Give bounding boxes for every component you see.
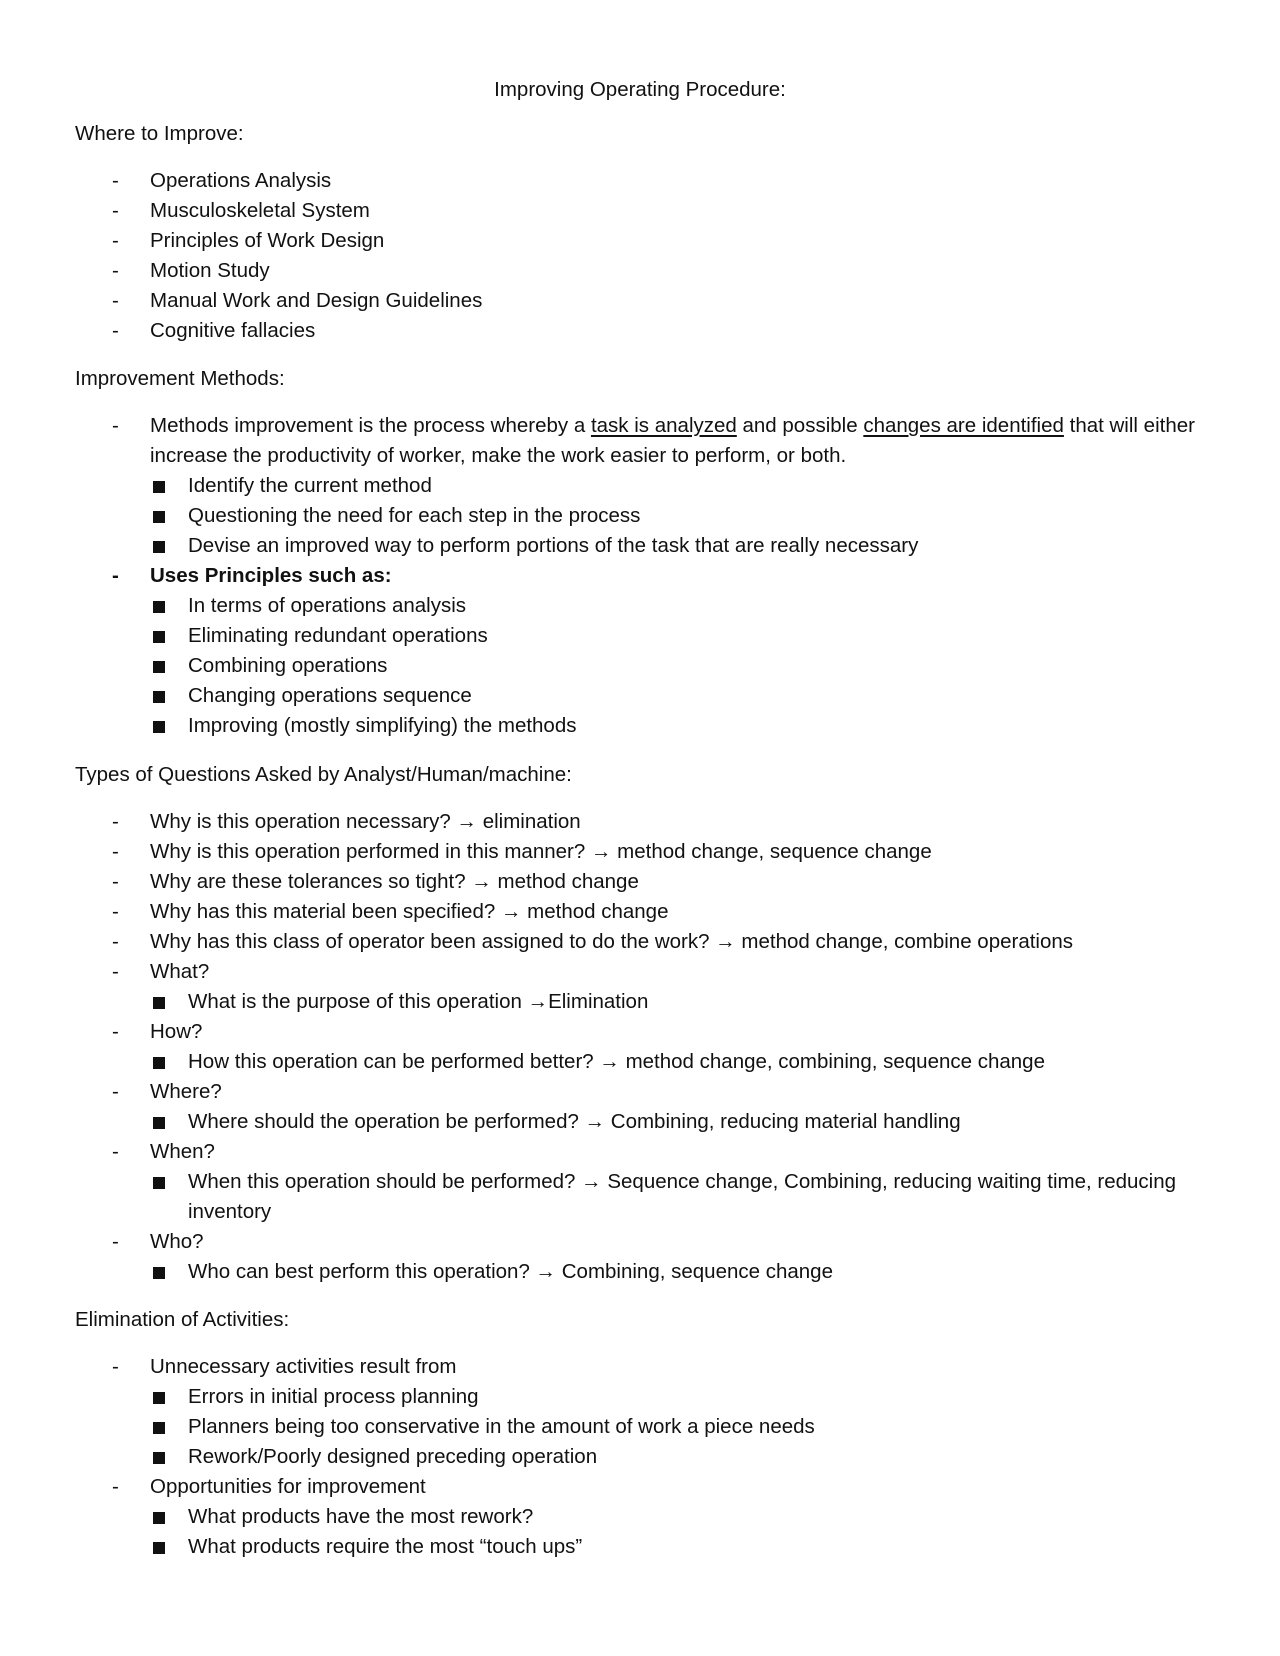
dash-bullet: -	[112, 1020, 119, 1043]
dash-bullet: -	[112, 259, 119, 282]
list-item: - Operations Analysis	[75, 166, 1205, 196]
list-item: - Where?	[75, 1077, 1205, 1107]
list-item: Where should the operation be performed? → Combining, reducing material handling	[75, 1107, 1205, 1137]
list-item: Planners being too conservative in the amount of work a piece needs	[75, 1412, 1205, 1442]
dash-bullet: -	[112, 930, 119, 953]
list-item: Improving (mostly simplifying) the methods	[75, 711, 1205, 741]
list-item: - What?	[75, 957, 1205, 987]
dash-bullet: -	[112, 169, 119, 192]
list-item: What products have the most rework?	[75, 1502, 1205, 1532]
list-item: - Cognitive fallacies	[75, 316, 1205, 346]
list-item: - Opportunities for improvement	[75, 1472, 1205, 1502]
list-item: - Why has this class of operator been assigned to do the work? → method change, combine operations	[75, 927, 1205, 957]
list-item: Eliminating redundant operations	[75, 621, 1205, 651]
section-heading: Elimination of Activities:	[75, 1308, 290, 1331]
square-bullet	[153, 1267, 165, 1279]
section-improvement-methods	[75, 364, 1205, 741]
list-item: - Unnecessary activities result from	[75, 1352, 1205, 1382]
dash-bullet: -	[112, 564, 119, 587]
dash-bullet: -	[112, 1355, 119, 1378]
dash-bullet: -	[112, 1140, 119, 1163]
list-item: - Who?	[75, 1227, 1205, 1257]
methods-intro: - Methods improvement is the process whereby a task is analyzed and possible changes are identified that will either increase the productivity of worker, make the work easier to perform, or both.	[75, 411, 1205, 471]
square-bullet	[153, 1512, 165, 1524]
underlined-text: task is analyzed	[590, 414, 737, 437]
list-item: What is the purpose of this operation →Elimination	[75, 987, 1205, 1017]
square-bullet	[153, 1392, 165, 1404]
methods-list	[75, 411, 1205, 741]
dash-bullet: -	[112, 960, 119, 983]
dash-bullet: -	[112, 1230, 119, 1253]
square-bullet	[153, 631, 165, 643]
dash-bullet: -	[112, 199, 119, 222]
square-bullet	[153, 1452, 165, 1464]
square-bullet	[153, 541, 165, 553]
list-item: Identify the current method	[75, 471, 1205, 501]
list-item: When this operation should be performed? → Sequence change, Combining, reducing waiting time, reducing inventory	[75, 1167, 1205, 1227]
where-list	[75, 166, 1205, 346]
dash-bullet: -	[112, 229, 119, 252]
list-item: In terms of operations analysis	[75, 591, 1205, 621]
list-item: Combining operations	[75, 651, 1205, 681]
list-item: - Principles of Work Design	[75, 226, 1205, 256]
square-bullet	[153, 1177, 165, 1189]
dash-bullet: -	[112, 1080, 119, 1103]
list-item: - Why is this operation necessary? → elimination	[75, 807, 1205, 837]
list-item: - Motion Study	[75, 256, 1205, 286]
dash-bullet: -	[112, 289, 119, 312]
dash-bullet: -	[112, 840, 119, 863]
list-item: Questioning the need for each step in the process	[75, 501, 1205, 531]
square-bullet	[153, 511, 165, 523]
list-item: Errors in initial process planning	[75, 1382, 1205, 1412]
list-item: - How?	[75, 1017, 1205, 1047]
questions-list	[75, 807, 1205, 1287]
list-item: - Why are these tolerances so tight? → method change	[75, 867, 1205, 897]
list-item: Changing operations sequence	[75, 681, 1205, 711]
square-bullet	[153, 997, 165, 1009]
principles-label: - Uses Principles such as:	[75, 561, 1205, 591]
square-bullet	[153, 1057, 165, 1069]
elimination-list	[75, 1352, 1205, 1562]
underlined-text: changes are identified	[863, 414, 1064, 437]
section-heading: Types of Questions Asked by Analyst/Human/machine:	[75, 763, 572, 786]
section-elimination-of-activities	[75, 1305, 1205, 1562]
square-bullet	[153, 601, 165, 613]
dash-bullet: -	[112, 900, 119, 923]
square-bullet	[153, 721, 165, 733]
square-bullet	[153, 1422, 165, 1434]
list-item: Who can best perform this operation? → Combining, sequence change	[75, 1257, 1205, 1287]
list-item: How this operation can be performed better? → method change, combining, sequence change	[75, 1047, 1205, 1077]
dash-bullet: -	[112, 1475, 119, 1498]
square-bullet	[153, 691, 165, 703]
list-item: - Musculoskeletal System	[75, 196, 1205, 226]
page-title: Improving Operating Procedure:	[494, 78, 786, 101]
dash-bullet: -	[112, 810, 119, 833]
dash-bullet: -	[112, 414, 119, 437]
section-types-of-questions	[75, 760, 1205, 1287]
square-bullet	[153, 481, 165, 493]
section-heading: Where to Improve:	[75, 122, 244, 145]
square-bullet	[153, 1117, 165, 1129]
list-item: - Why has this material been specified? → method change	[75, 897, 1205, 927]
list-item: - Why is this operation performed in this manner? → method change, sequence change	[75, 837, 1205, 867]
list-item: - Manual Work and Design Guidelines	[75, 286, 1205, 316]
dash-bullet: -	[112, 319, 119, 342]
section-heading: Improvement Methods:	[75, 367, 285, 390]
square-bullet	[153, 1542, 165, 1554]
list-item: - When?	[75, 1137, 1205, 1167]
dash-bullet: -	[112, 870, 119, 893]
square-bullet	[153, 661, 165, 673]
section-where-to-improve	[75, 119, 1205, 346]
list-item: What products require the most “touch ups”	[75, 1532, 1205, 1562]
list-item: Devise an improved way to perform portions of the task that are really necessary	[75, 531, 1205, 561]
list-item: Rework/Poorly designed preceding operation	[75, 1442, 1205, 1472]
